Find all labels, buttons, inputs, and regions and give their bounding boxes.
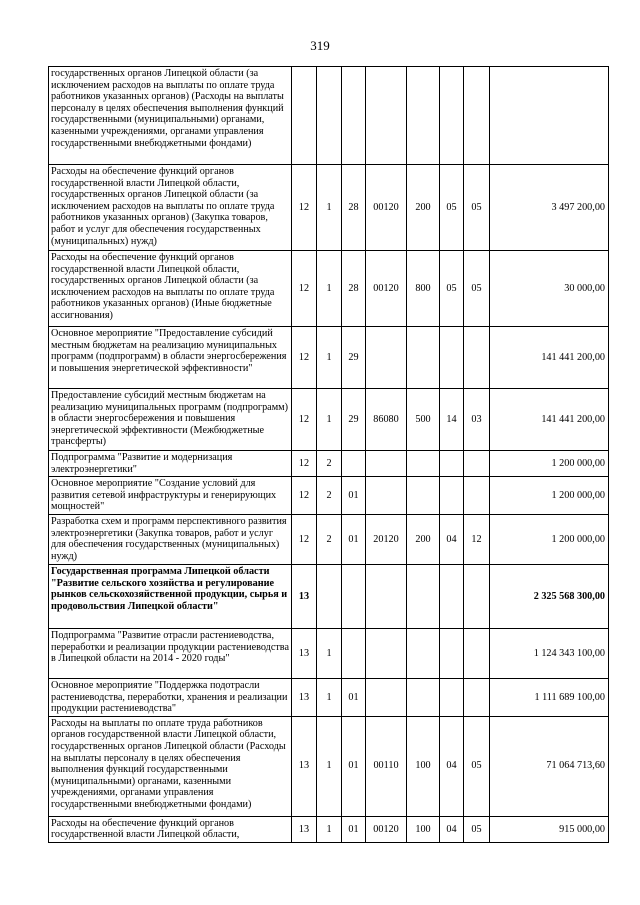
direction-code bbox=[366, 327, 407, 389]
table-row bbox=[49, 564, 609, 628]
subprogram-code: 1 bbox=[317, 716, 342, 816]
row-description: Расходы на обеспечение функций органов государственной власти Липецкой области, государственных органов Липецкой области (за исключением расходов на выплаты по оплате труда работников указанных органов) (Иные бюджетные ассигнования) bbox=[49, 251, 292, 327]
section-code: 04 bbox=[440, 816, 464, 842]
row-description: Основное мероприятие "Поддержка подотрасли растениеводства, переработки, хранения и реализации продукции растениеводства" bbox=[49, 678, 292, 716]
section-code: 05 bbox=[440, 251, 464, 327]
program-code bbox=[292, 67, 317, 165]
amount: 915 000,00 bbox=[490, 816, 609, 842]
row-description: Основное мероприятие "Предоставление субсидий местным бюджетам на реализацию муниципальных программ (подпрограмм) в области энергосбережения и повышения энергетической эффективности" bbox=[49, 327, 292, 389]
program-code: 12 bbox=[292, 251, 317, 327]
subprogram-code: 2 bbox=[317, 514, 342, 564]
section-code: 04 bbox=[440, 514, 464, 564]
table-row bbox=[49, 477, 609, 515]
measure-code bbox=[342, 451, 366, 477]
table-row bbox=[49, 678, 609, 716]
direction-code: 00120 bbox=[366, 165, 407, 251]
subprogram-code: 1 bbox=[317, 678, 342, 716]
direction-code: 86080 bbox=[366, 389, 407, 451]
measure-code: 01 bbox=[342, 514, 366, 564]
program-code: 12 bbox=[292, 451, 317, 477]
measure-code: 01 bbox=[342, 477, 366, 515]
expense-type-code: 100 bbox=[407, 816, 440, 842]
section-code bbox=[440, 678, 464, 716]
row-description: Расходы на обеспечение функций органов государственной власти Липецкой области, государственных органов Липецкой области (за исключением расходов на выплаты по оплате труда работников указанных органов) (Закупка товаров, работ и услуг для обеспечения государственных (муниципальных) нужд) bbox=[49, 165, 292, 251]
row-description: Подпрограмма "Развитие отрасли растениеводства, переработки и реализации продукции растениеводства в Липецкой области на 2014 - 2020 годы" bbox=[49, 628, 292, 678]
amount: 1 111 689 100,00 bbox=[490, 678, 609, 716]
subsection-code bbox=[464, 564, 490, 628]
row-description: Расходы на выплаты по оплате труда работников органов государственной власти Липецкой области, государственных органов Липецкой области (Расходы на выплаты персоналу в целях обеспечения выполнения функций государственными (муниципальными) органами, казенными учреждениями, органами управления государственными внебюджетными фондами) bbox=[49, 716, 292, 816]
subsection-code bbox=[464, 327, 490, 389]
amount: 1 200 000,00 bbox=[490, 451, 609, 477]
amount: 3 497 200,00 bbox=[490, 165, 609, 251]
amount: 1 200 000,00 bbox=[490, 514, 609, 564]
section-code bbox=[440, 564, 464, 628]
table-row bbox=[49, 816, 609, 842]
direction-code: 20120 bbox=[366, 514, 407, 564]
budget-table bbox=[48, 66, 609, 843]
row-description: государственных органов Липецкой области (за исключением расходов на выплаты по оплате труда работников указанных органов) (Расходы на выплаты персоналу в целях обеспечения выполнения функций государственными (муниципальными) органами, казенными учреждениями, органами управления государственными внебюджетными фондами) bbox=[49, 67, 292, 165]
program-code: 13 bbox=[292, 678, 317, 716]
measure-code: 28 bbox=[342, 165, 366, 251]
expense-type-code bbox=[407, 327, 440, 389]
subprogram-code: 1 bbox=[317, 251, 342, 327]
direction-code: 00120 bbox=[366, 816, 407, 842]
amount: 1 124 343 100,00 bbox=[490, 628, 609, 678]
subprogram-code: 1 bbox=[317, 816, 342, 842]
subprogram-code: 1 bbox=[317, 165, 342, 251]
table-row bbox=[49, 165, 609, 251]
section-code: 05 bbox=[440, 165, 464, 251]
row-description: Основное мероприятие "Создание условий для развития сетевой инфраструктуры и генерирующих мощностей" bbox=[49, 477, 292, 515]
program-code: 12 bbox=[292, 165, 317, 251]
direction-code bbox=[366, 451, 407, 477]
section-code bbox=[440, 477, 464, 515]
expense-type-code: 100 bbox=[407, 716, 440, 816]
expense-type-code: 200 bbox=[407, 165, 440, 251]
section-code: 14 bbox=[440, 389, 464, 451]
expense-type-code: 500 bbox=[407, 389, 440, 451]
table-row bbox=[49, 251, 609, 327]
section-code bbox=[440, 628, 464, 678]
amount: 30 000,00 bbox=[490, 251, 609, 327]
direction-code: 00120 bbox=[366, 251, 407, 327]
section-code bbox=[440, 327, 464, 389]
subsection-code: 05 bbox=[464, 716, 490, 816]
subsection-code bbox=[464, 628, 490, 678]
row-description: Расходы на обеспечение функций органов государственной власти Липецкой области, bbox=[49, 816, 292, 842]
subsection-code: 03 bbox=[464, 389, 490, 451]
subsection-code: 12 bbox=[464, 514, 490, 564]
subprogram-code: 2 bbox=[317, 451, 342, 477]
program-code: 12 bbox=[292, 477, 317, 515]
row-description: Предоставление субсидий местным бюджетам на реализацию муниципальных программ (подпрограмм) в области энергосбережения и повышения энергетической эффективности (Межбюджетные трансферты) bbox=[49, 389, 292, 451]
row-description: Разработка схем и программ перспективного развития электроэнергетики (Закупка товаров, работ и услуг для обеспечения государственных (муниципальных) нужд) bbox=[49, 514, 292, 564]
amount: 141 441 200,00 bbox=[490, 327, 609, 389]
program-code: 13 bbox=[292, 564, 317, 628]
row-description: Подпрограмма "Развитие и модернизация электроэнергетики" bbox=[49, 451, 292, 477]
amount: 71 064 713,60 bbox=[490, 716, 609, 816]
subprogram-code: 1 bbox=[317, 628, 342, 678]
direction-code: 00110 bbox=[366, 716, 407, 816]
table-row bbox=[49, 389, 609, 451]
expense-type-code bbox=[407, 628, 440, 678]
subsection-code: 05 bbox=[464, 165, 490, 251]
amount bbox=[490, 67, 609, 165]
program-code: 12 bbox=[292, 389, 317, 451]
table-row bbox=[49, 628, 609, 678]
expense-type-code bbox=[407, 451, 440, 477]
expense-type-code bbox=[407, 67, 440, 165]
expense-type-code bbox=[407, 678, 440, 716]
measure-code bbox=[342, 67, 366, 165]
row-description: Государственная программа Липецкой области "Развитие сельского хозяйства и регулирование рынков сельскохозяйственной продукции, сырья и продовольствия Липецкой области" bbox=[49, 564, 292, 628]
program-code: 13 bbox=[292, 628, 317, 678]
direction-code bbox=[366, 477, 407, 515]
subsection-code: 05 bbox=[464, 816, 490, 842]
subsection-code bbox=[464, 451, 490, 477]
table-row bbox=[49, 451, 609, 477]
subprogram-code: 2 bbox=[317, 477, 342, 515]
program-code: 13 bbox=[292, 716, 317, 816]
section-code: 04 bbox=[440, 716, 464, 816]
expense-type-code bbox=[407, 564, 440, 628]
subsection-code: 05 bbox=[464, 251, 490, 327]
table-row bbox=[49, 716, 609, 816]
subprogram-code bbox=[317, 67, 342, 165]
amount: 2 325 568 300,00 bbox=[490, 564, 609, 628]
measure-code: 01 bbox=[342, 816, 366, 842]
program-code: 12 bbox=[292, 514, 317, 564]
subsection-code bbox=[464, 67, 490, 165]
measure-code: 28 bbox=[342, 251, 366, 327]
subprogram-code: 1 bbox=[317, 327, 342, 389]
table-row bbox=[49, 327, 609, 389]
measure-code bbox=[342, 564, 366, 628]
table-row bbox=[49, 67, 609, 165]
expense-type-code: 800 bbox=[407, 251, 440, 327]
measure-code: 01 bbox=[342, 678, 366, 716]
table-row bbox=[49, 514, 609, 564]
subsection-code bbox=[464, 678, 490, 716]
direction-code bbox=[366, 628, 407, 678]
amount: 1 200 000,00 bbox=[490, 477, 609, 515]
amount: 141 441 200,00 bbox=[490, 389, 609, 451]
program-code: 12 bbox=[292, 327, 317, 389]
section-code bbox=[440, 67, 464, 165]
subprogram-code: 1 bbox=[317, 389, 342, 451]
direction-code bbox=[366, 678, 407, 716]
measure-code: 29 bbox=[342, 327, 366, 389]
section-code bbox=[440, 451, 464, 477]
expense-type-code: 200 bbox=[407, 514, 440, 564]
program-code: 13 bbox=[292, 816, 317, 842]
measure-code: 01 bbox=[342, 716, 366, 816]
subprogram-code bbox=[317, 564, 342, 628]
page-number: 319 bbox=[310, 38, 330, 53]
expense-type-code bbox=[407, 477, 440, 515]
direction-code bbox=[366, 564, 407, 628]
direction-code bbox=[366, 67, 407, 165]
subsection-code bbox=[464, 477, 490, 515]
measure-code bbox=[342, 628, 366, 678]
measure-code: 29 bbox=[342, 389, 366, 451]
